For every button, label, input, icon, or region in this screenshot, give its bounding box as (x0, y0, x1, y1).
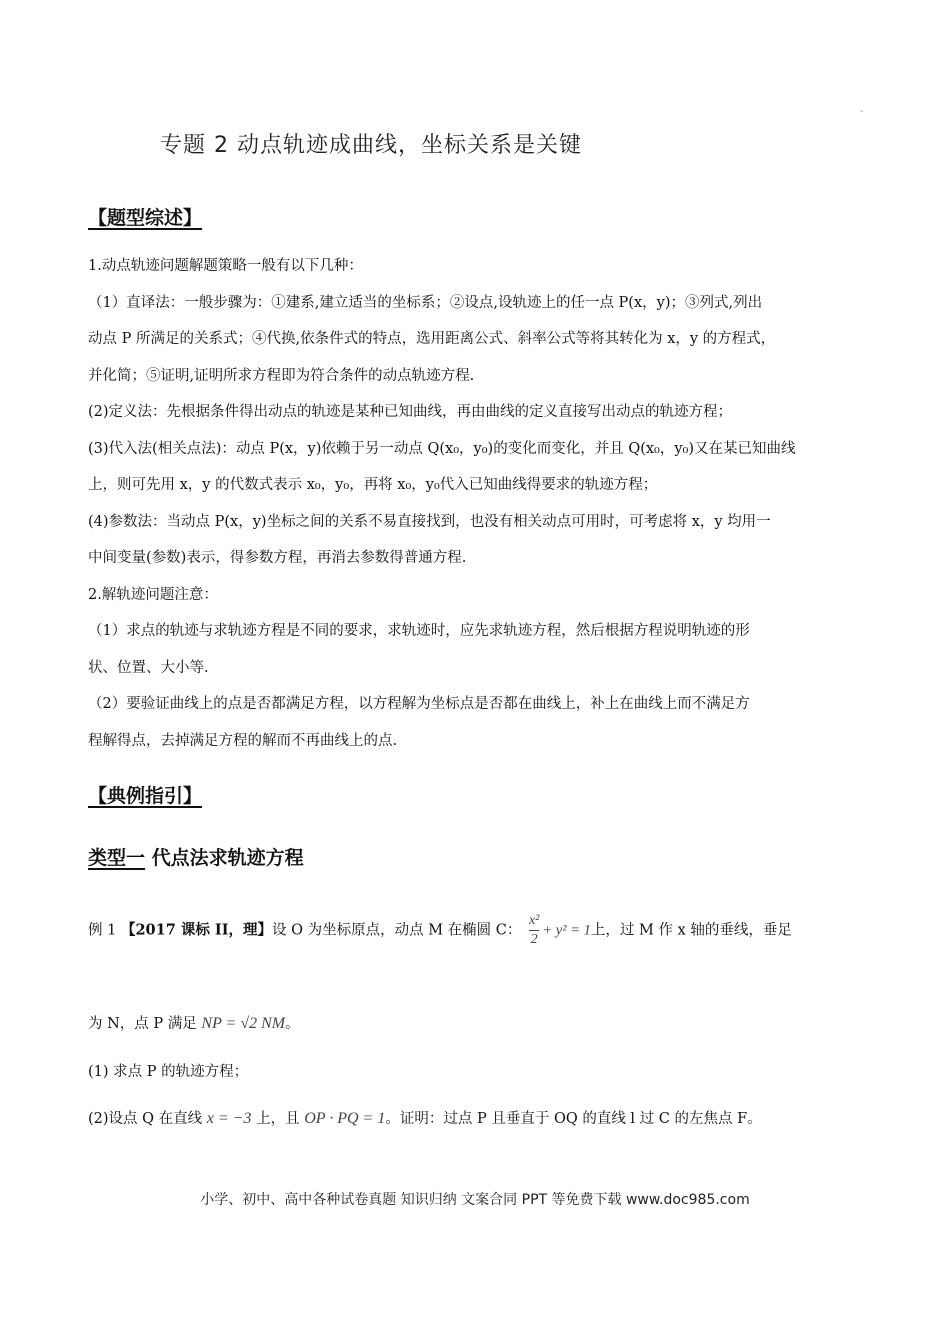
fraction-numerator: x² (528, 913, 540, 928)
text-line: 上，则可先用 x，y 的代数式表示 x₀，y₀，再将 x₀，y₀代入已知曲线得要求的轨迹方程； (88, 477, 658, 493)
example-text: (2)设点 Q 在直线 (88, 1111, 203, 1127)
example-text: 上，过 M 作 x 轴的垂线，垂足 (590, 922, 792, 939)
section-heading-examples: 【典例指引】 (88, 785, 203, 807)
type-title: 代点法求轨迹方程 (145, 847, 304, 869)
corner-mark: - (860, 106, 864, 117)
text-line: 动点 P 所满足的关系式；④代换,依条件式的特点，选用距离公式、斜率公式等将其转化为 x，y 的方程式， (88, 331, 776, 347)
text-line: 2.解轨迹问题注意： (88, 586, 218, 603)
fraction-denominator: 2 (530, 932, 538, 947)
example-text: 。证明：过点 P 且垂直于 OQ 的直线 l 过 C 的左焦点 F。 (385, 1111, 762, 1127)
page-footer: 小学、初中、高中各种试卷真题 知识归纳 文案合同 PPT 等免费下载 www.doc985.com (200, 1192, 750, 1208)
example-line-1 (88, 912, 792, 949)
text-line: 程解得点，去掉满足方程的解而不再曲线上的点. (88, 732, 398, 749)
dot-product-equation: OP · PQ = 1 (304, 1110, 386, 1127)
text-line: 中间变量(参数)表示，得参数方程，再消去参数得普通方程. (88, 550, 467, 566)
ellipse-equation: + y² = 1 (542, 922, 591, 939)
example-text: 。 (285, 1016, 300, 1032)
section-heading-overview: 【题型综述】 (88, 207, 203, 229)
text-line: （1）求点的轨迹与求轨迹方程是不同的要求，求轨迹时，应先求轨迹方程，然后根据方程说明轨迹的形 (88, 623, 750, 639)
example-number: 例 1 (88, 922, 121, 939)
example-text: 上，且 (256, 1111, 300, 1127)
example-source: 【2017 课标 II，理】 (120, 921, 272, 939)
text-line: （1）直译法：一般步骤为：①建系,建立适当的坐标系；②设点,设轨迹上的任一点 P(x，y)；③列式,列出 (88, 294, 763, 311)
overview-paragraph (88, 248, 863, 759)
text-line: （2）要验证曲线上的点是否都满足方程，以方程解为坐标点是否都在曲线上，补上在曲线上而不满足方 (88, 696, 750, 712)
text-line: (4)参数法：当动点 P(x，y)坐标之间的关系不易直接找到，也没有相关动点可用时，可考虑将 x，y 均用一 (88, 513, 771, 530)
example-line-2 (88, 1012, 300, 1033)
vector-equation: NP = √2 NM (201, 1015, 286, 1032)
example-text: 设 O 为坐标原点，动点 M 在椭圆 C： (271, 922, 522, 939)
example-text: 为 N，点 P 满足 (88, 1016, 197, 1032)
type-label: 类型一 (88, 847, 146, 869)
text-line: 1.动点轨迹问题解题策略一般有以下几种： (88, 258, 363, 274)
page-title: 专题 2 动点轨迹成曲线，坐标关系是关键 (160, 133, 582, 158)
text-line: (3)代入法(相关点法)：动点 P(x，y)依赖于另一动点 Q(x₀，y₀)的变化而变化，并且 Q(x₀，y₀)又在某已知曲线 (88, 440, 796, 457)
type-heading (88, 843, 304, 870)
text-line: (2)定义法：先根据条件得出动点的轨迹是某种已知曲线，再由曲线的定义直接写出动点的轨迹方程； (88, 404, 733, 420)
question-2 (88, 1107, 762, 1128)
text-line: 并化简；⑤证明,证明所求方程即为符合条件的动点轨迹方程. (88, 367, 475, 384)
text-line: 状、位置、大小等. (88, 659, 209, 676)
ellipse-fraction (529, 912, 539, 949)
question-1: (1) 求点 P 的轨迹方程； (88, 1064, 249, 1080)
line-equation: x = −3 (206, 1110, 252, 1127)
